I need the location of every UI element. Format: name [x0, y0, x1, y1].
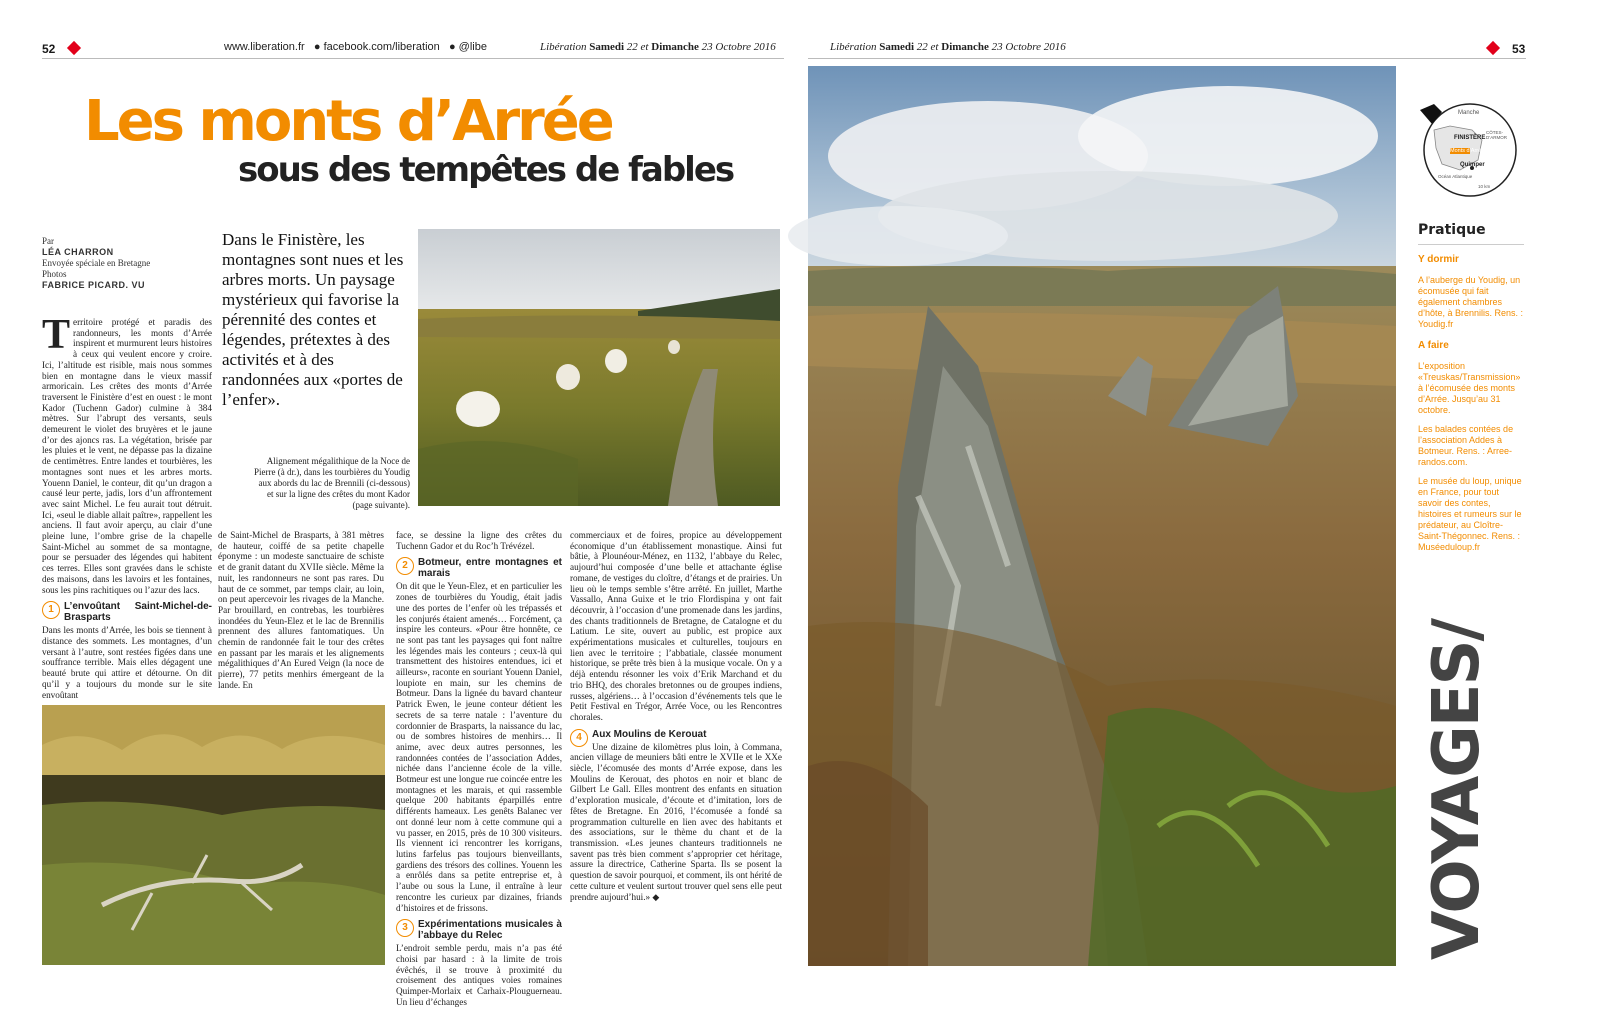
- map-label-ocean: Océan Atlantique: [1438, 174, 1473, 179]
- section-2-title: Botmeur, entre montagnes et marais: [418, 557, 562, 580]
- section-4-heading: [570, 728, 782, 743]
- section-2-heading: [396, 557, 562, 579]
- byline-photographer: FABRICE PICARD. VU: [42, 280, 146, 290]
- map-label-city: Quimper: [1460, 162, 1485, 168]
- day2: Dimanche: [651, 41, 699, 53]
- twitter-link[interactable]: @libe: [458, 41, 487, 53]
- article-column-4: [570, 530, 782, 962]
- photo-megalith-alignment: [418, 229, 780, 506]
- red-diamond-icon: [67, 41, 81, 55]
- page-number-text: 53: [1512, 42, 1526, 56]
- map-label-dept: FINISTÈRE: [1454, 135, 1486, 141]
- byline-par: Par: [42, 236, 54, 246]
- article-column-3: [396, 530, 562, 1007]
- map-label-place: Monts d’Arrée: [1450, 148, 1485, 154]
- page-number-text: 52: [42, 42, 56, 56]
- pratique-rule: [1418, 244, 1524, 245]
- photo-caption: Alignement mégalithique de la Noce de Pierre (à dr.), dans les tourbières du Youdig aux abords du lac de Brennili (ci-dessous) et sur la ligne des crêtes du mont Kador (page suivante).: [254, 456, 410, 510]
- section-4-title: Aux Moulins de Kerouat: [592, 728, 707, 740]
- pratique-dormir-text: A l’auberge du Youdig, un écomusée qui fait également chambres d’hôte, à Brennilis. Rens. : Youdig.fr: [1418, 275, 1524, 329]
- byline: [42, 236, 212, 291]
- left-page: [0, 0, 790, 1020]
- red-diamond-icon: [1486, 41, 1500, 55]
- section-3-title: Expérimentations musicales à l’abbaye du Relec: [418, 919, 562, 942]
- site-link[interactable]: www.liberation.fr: [224, 41, 305, 53]
- header-date-left: [540, 41, 776, 53]
- date2: 23 Octobre 2016: [701, 41, 776, 53]
- pratique-sidebar: [1418, 222, 1524, 553]
- facebook-link[interactable]: facebook.com/liberation: [323, 41, 440, 53]
- section-1-heading: [42, 601, 212, 623]
- right-page: [808, 0, 1598, 1020]
- pratique-faire-heading: A faire: [1418, 340, 1449, 351]
- pratique-faire-3: Le musée du loup, unique en France, pour tout savoir des contes, histoires et rumeurs sur le prédateur, au Cloître-Saint-Thégonnec. Rens. : Muséeduloup.fr: [1418, 476, 1522, 552]
- section-3-text: L’endroit semble perdu, mais n’a pas été choisi par hasard : à la limite de trois évêchés, il se trouve à proximité du croisement des antiques voies romaines Quimper-Morlaix et Carhaix-Plouguerneau. Un lieu d’échanges: [396, 943, 562, 1007]
- pratique-title: Pratique: [1418, 222, 1486, 238]
- pratique-faire-1: L’exposition «Treuskas/Transmission» à l’écomusée des monts d’Arrée. Jusqu’au 31 octobre.: [1418, 361, 1521, 415]
- intro-text: erritoire protégé et paradis des randonneurs, les monts d’Arrée inspirent et murmurent leurs histoires à ceux qui veulent encore y croire. Ici, l’altitude est risible, mais nous sommes bien en montagne dans le vieux massif armoricain. Les crêtes des monts d’Arrée traversent le Finistère d’est en ouest : le mont Kador (Tuchenn Gador) culmine à 384 mètres. Sur l’abrupt des versants, seuls demeurent le violet des bruyères et le jaune d’or des ajoncs ras. La végétation, brisée par les pluies et le vent, ne dépasse pas la dizaine de centimètres. Entre landes et tourbières, les montagnes sont nues et les arbres morts. Youenn Daniel, le conteur, dit qu’un dragon a causé leur perte, jadis, lors d’un affrontement avec saint Michel. Le feu aurait tout détruit. Ici, «seul le diable allait paître», rappellent les anciens. Il faut avoir aperçu, au clair d’une pleine lune, l’ombre grise de la chapelle Saint-Michel au sommet de sa montagne, pour se persuader des légendes qui habitent ces terres. Elles sont gravées dans le schiste des maisons, dans les lavoirs et les fontaines, sous les pins rachitiques ou l’azur des lacs.: [42, 317, 212, 595]
- pratique-faire-2: Les balades contées de l’association Addes à Botmeur. Rens. : Arree-randos.com.: [1418, 424, 1514, 467]
- header-links: [224, 41, 487, 53]
- paper-name: Libération: [830, 41, 877, 53]
- header-date-right: [830, 41, 1066, 53]
- section-number-1: 1: [42, 601, 60, 619]
- section-label-voyages: VOYAGES/: [1420, 620, 1494, 960]
- byline-photos: Photos: [42, 269, 67, 279]
- article-chapo: Dans le Finistère, les montagnes sont nues et les arbres morts. Un paysage mystérieux qui favorise la pérennité des contes et légendes, prétextes à des activités et à des randonnées aux «portes de l’enfer».: [222, 230, 404, 409]
- column-4-lead: commerciaux et de foires, propice au développement économique d’un établissement monastique. Ainsi fut bâtie, à Plounéour-Ménez, en 1132, l’abbaye du Relec, aujourd’hui composée d’une belle et attachante église romane, de vestiges du cloître, d’étangs et de prairies. Un lieu où le temps semble s’être arrêté. En juillet, Marthe Vassallo, Anna Guixe et le trio Flordispina y ont fait découvrir, à l’occasion d’une promenade dans les jardins, des chants traditionnels de Bretagne, de Catalogne et du Latium. Le site, ouvert au public, est propice aux expérimentations musicales et culturelles, toujours en lien avec le territoire ; l’abbatiale, classée monument historique, se prête très bien à la musique vocale. On y a déjà entendu résonner les voix d’Erik Marchand et du trio BHQ, des chorales bretonnes ou de groupes indiens, russes, algériens… à l’occasion d’événements tels que le Petit Festival en Trégor, Arrée Voce, ou les Rencontres chorales.: [570, 530, 782, 722]
- page-number-left: [42, 40, 79, 58]
- header-rule: [808, 58, 1526, 59]
- article-column-1: [42, 312, 212, 700]
- date1: 22 et: [916, 41, 939, 53]
- photo-bog-art: [42, 705, 385, 965]
- photo-peat-bog: [42, 705, 385, 965]
- location-map: [1420, 100, 1520, 200]
- byline-author: LÉA CHARRON: [42, 247, 114, 257]
- facebook-icon: ●: [313, 41, 321, 53]
- header-rule: [42, 58, 784, 59]
- byline-role: Envoyée spéciale en Bretagne: [42, 258, 151, 268]
- article-column-2: de Saint-Michel de Brasparts, à 381 mètres de hauteur, coiffé de sa petite chapelle éponyme : un modeste sanctuaire de schiste et de granit datant du XVIIe siècle. Même la nuit, les randonneurs ne sont pas rares. Du haut de ce sommet, par temps clair, au loin, on peut apercevoir les rivages de la Manche. Par brouillard, en contrebas, les tourbières inondées du Yeun-Elez et le lac de Brennilis prennent des allures fantomatiques. Un chemin de randonnée fait le tour des crêtes en passant par les marais et les alignements mégalithiques d’An Eured Veign (la noce de pierre), 77 petits menhirs émergeant de la lande. En: [218, 530, 384, 690]
- map-label-sea: Manche: [1458, 110, 1480, 116]
- column-3-lead: face, se dessine la ligne des crêtes du Tuchenn Gador et du Roc’h Trévézel.: [396, 530, 562, 551]
- map-label-scale: 10 km: [1478, 184, 1491, 189]
- section-number-4: 4: [570, 729, 588, 747]
- pratique-dormir-heading: Y dormir: [1418, 254, 1459, 265]
- section-1-text: Dans les monts d’Arrée, les bois se tiennent à distance des sommets. Les montagnes, d’un versant à l’autre, sont restées figées dans une souffrance terrible. Mais elles dégagent une beauté brute qui attire et détourne. On dit qu’il y a toujours du monde sur le site envoûtant: [42, 625, 212, 700]
- photo-mont-kador-art: [808, 66, 1396, 966]
- section-1-title: L’envoûtant Saint-Michel-de-Brasparts: [64, 601, 212, 624]
- section-number-2: 2: [396, 557, 414, 575]
- section-2-text: On dit que le Yeun-Elez, et en particulier les zones de tourbières du Youdig, était jadis une des portes de l’enfer où les trépassés et les conjurés étaient amenés… Forcément, ça inspire les conteurs. «Pour être honnête, ce ne sont pas tant les paysages qui font naître les légendes mais les conteurs ; ceux-là qui transmettent des histoires entendues, ici et ailleurs», raconte en souriant Youenn Daniel, loupiote en main, sur les chemins de Botmeur. Dans la lignée du bavard chanteur Patrick Ewen, le jeune conteur détient les secrets de sa terre natale : l’aventure du cordonnier de Brasparts, la naissance du lac, ou de sombres histoires de menhirs… Il anime, avec deux autres personnes, les randonnées contées de l’association Addes, nichée dans l’ancienne école de la ville. Botmeur est une longue rue coincée entre les montagnes et les marais, et qui rassemble quelque 200 habitants éparpillés entre différents hameaux. Les genêts Balanec ver ont donné leur nom à cette commune qui a vu passer, en 2015, près de 10 300 visiteurs. Ils viennent ici rencontrer les korrigans, lutins farfelus pas toujours bienveillants, gardiens des trésors des collines. Youenn les a enrôlés dans sa petite entreprise et, à l’aube ou sous la Lune, il entraîne à leur rencontre les curieux par dizaines, friands d’histoires et de frissons.: [396, 581, 562, 913]
- section-4-text: Une dizaine de kilomètres plus loin, à Commana, ancien village de meuniers bâti entre le XVIIe et le XXe siècle, l’écomusée des monts d’Arrée expose, dans les Moulins de Kerouat, des photos en noir et blanc de Gilbert Le Gall. Elles montrent des enfants en situation d’exploration musicale, d’écoute et d’imitation, lors de fêtes de Bretagne. En 2016, l’écomusée a fondé sa programmation culturelle en lien avec des habitants et des associations, sur le thème du chant et de la transmission. «Les jeunes chanteurs traditionnels ne savent pas très bien comment s’approprier cet héritage, assure la directrice, Catherine Sparta. Ils se posent la question de savoir pourquoi, et comment, ils ont hérité de cette culture et veulent surtout trouver quel sens elle peut prendre aujourd’hui.» ◆: [570, 741, 782, 902]
- paper-name: Libération: [540, 41, 587, 53]
- drop-cap: T: [42, 312, 71, 358]
- article-subtitle: sous des tempêtes de fables: [238, 150, 734, 190]
- map-label-side: CÔTES-D’ARMOR: [1486, 130, 1507, 140]
- section-3-heading: [396, 919, 562, 941]
- page-number-right: [1488, 40, 1525, 58]
- photo-mont-kador: [808, 66, 1396, 966]
- day1: Samedi: [589, 41, 625, 53]
- section-number-3: 3: [396, 919, 414, 937]
- photo-megalith-art: [418, 229, 780, 506]
- day1: Samedi: [879, 41, 915, 53]
- article-title: Les monts d’Arrée: [84, 89, 612, 154]
- twitter-icon: ●: [448, 41, 456, 53]
- day2: Dimanche: [941, 41, 989, 53]
- date1: 22 et: [626, 41, 649, 53]
- date2: 23 Octobre 2016: [991, 41, 1066, 53]
